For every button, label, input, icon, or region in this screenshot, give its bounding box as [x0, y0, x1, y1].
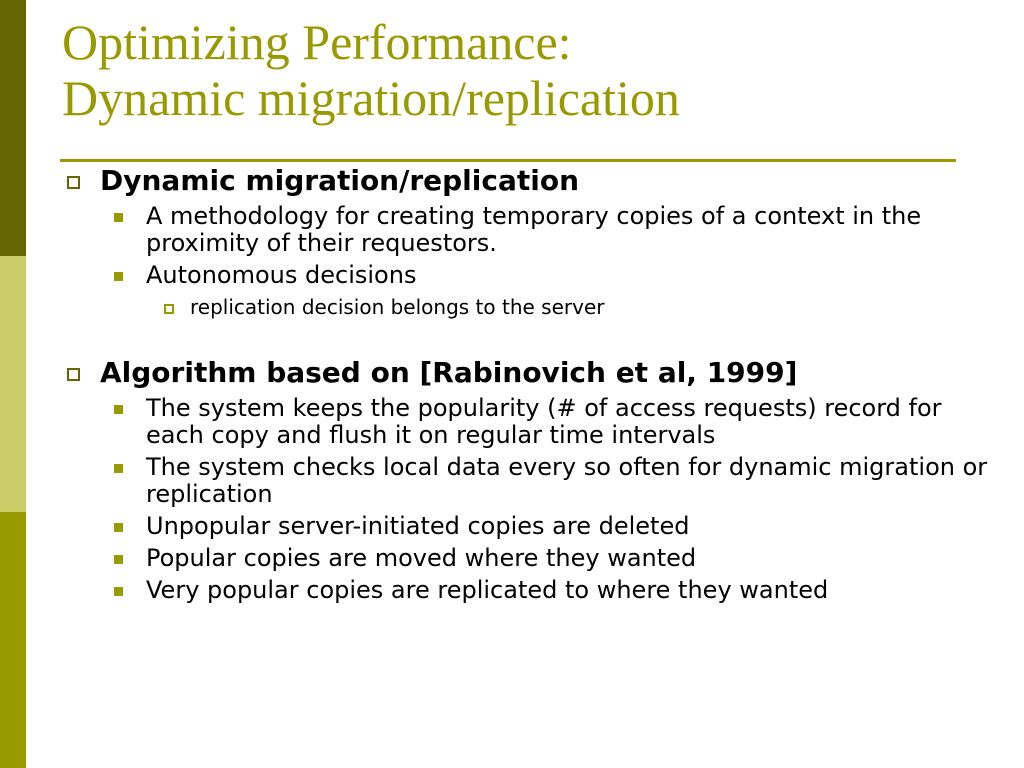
side-band-top [0, 0, 26, 256]
filled-square-bullet-icon [114, 213, 123, 222]
filled-square-bullet-icon [114, 555, 123, 564]
bullet-item-text: A methodology for creating temporary copies of a context in the proximity of their requestors. [146, 202, 922, 257]
bullet-item [64, 203, 994, 257]
bullet-heading [64, 356, 994, 390]
slide-body [64, 164, 994, 604]
slide-title [62, 14, 982, 126]
hollow-square-bullet-icon [67, 368, 80, 381]
side-band-bottom [0, 512, 26, 768]
bullet-subitem [64, 295, 994, 319]
bullet-subitem-text: replication decision belongs to the server [190, 295, 605, 319]
bullet-heading-text: Algorithm based on [Rabinovich et al, 1999] [100, 356, 798, 389]
filled-square-bullet-icon [114, 523, 123, 532]
filled-square-bullet-icon [114, 272, 123, 281]
bullet-item [64, 395, 994, 449]
side-band-middle [0, 256, 26, 512]
bullet-item-text: Unpopular server-initiated copies are deleted [146, 512, 690, 540]
bullet-heading-text: Dynamic migration/replication [100, 164, 580, 197]
hollow-square-bullet-icon [164, 304, 174, 314]
slide-title-line-2: Dynamic migration/replication [62, 70, 680, 126]
bullet-item [64, 262, 994, 289]
bullet-item-text: The system keeps the popularity (# of access requests) record for each copy and flush it on regular time intervals [146, 394, 942, 449]
bullet-item [64, 577, 994, 604]
bullet-heading [64, 164, 994, 198]
section-spacer [64, 319, 994, 356]
bullet-item [64, 545, 994, 572]
bullet-item-text: Autonomous decisions [146, 261, 417, 289]
filled-square-bullet-icon [114, 405, 123, 414]
title-divider [60, 159, 956, 162]
slide-title-line-1: Optimizing Performance: [62, 14, 572, 70]
bullet-item [64, 513, 994, 540]
filled-square-bullet-icon [114, 587, 123, 596]
filled-square-bullet-icon [114, 464, 123, 473]
bullet-item-text: Very popular copies are replicated to where they wanted [146, 576, 829, 604]
bullet-item-text: The system checks local data every so often for dynamic migration or replication [146, 453, 988, 508]
bullet-item [64, 454, 994, 508]
bullet-item-text: Popular copies are moved where they wanted [146, 544, 697, 572]
hollow-square-bullet-icon [67, 176, 80, 189]
